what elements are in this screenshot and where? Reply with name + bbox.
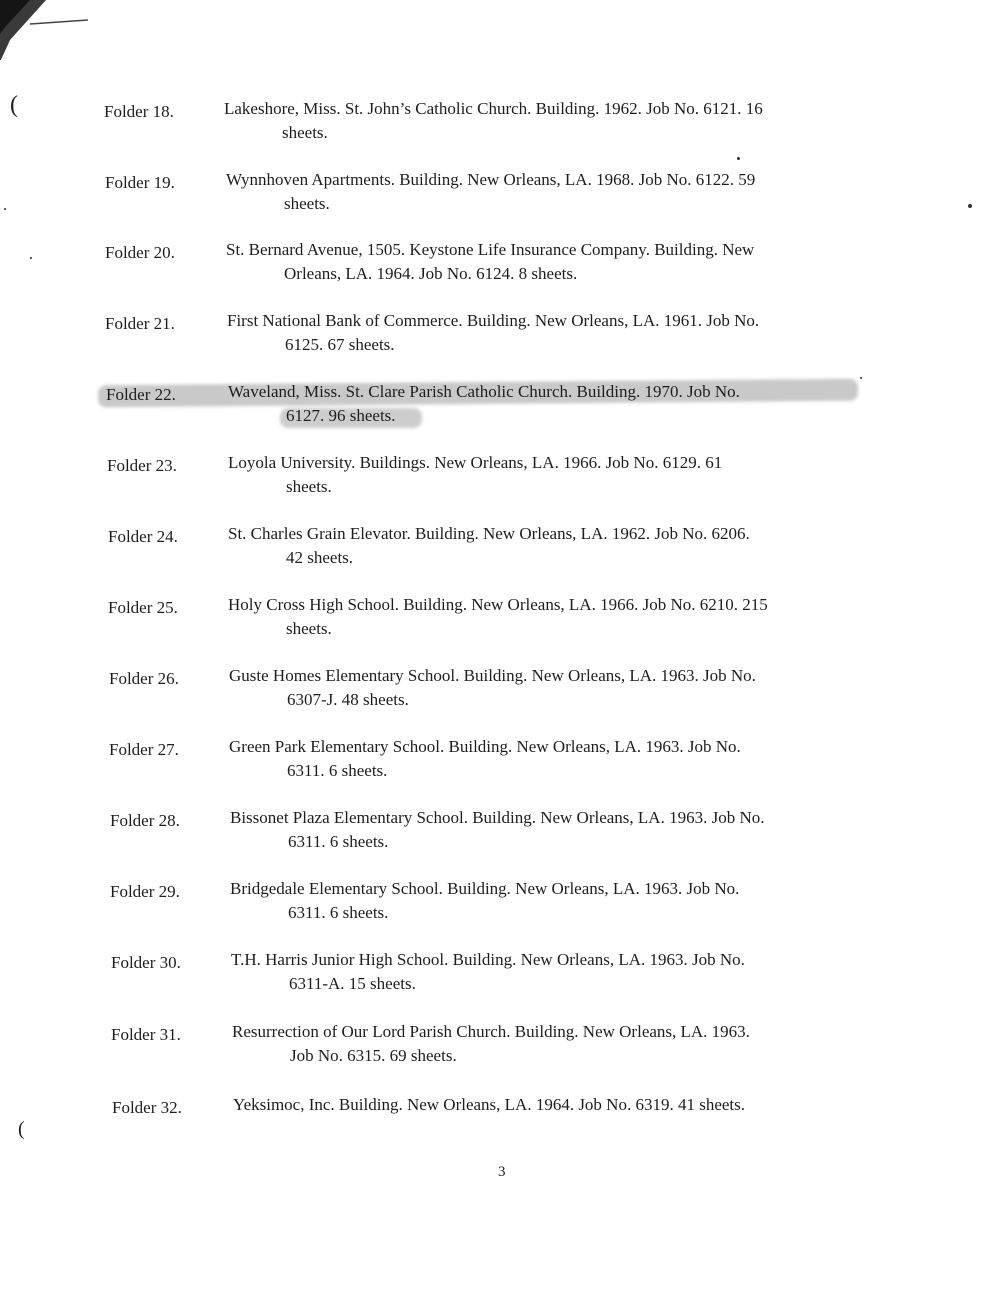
description-line-1: Loyola University. Buildings. New Orleans, LA. 1966. Job No. 6129. 61 <box>228 453 723 472</box>
description-line-2: 6311. 6 sheets. <box>288 832 389 851</box>
description-line-1: T.H. Harris Junior High School. Building. New Orleans, LA. 1963. Job No. <box>231 950 745 969</box>
scan-speck <box>30 257 32 259</box>
folder-label: Folder 19. <box>105 173 175 192</box>
folder-label: Folder 30. <box>111 953 181 972</box>
description-line-1: Resurrection of Our Lord Parish Church. Building. New Orleans, LA. 1963. <box>232 1022 750 1041</box>
description-line-1: Green Park Elementary School. Building. New Orleans, LA. 1963. Job No. <box>229 737 741 756</box>
folder-label: Folder 24. <box>108 527 178 546</box>
folder-description <box>224 97 763 145</box>
description-line-1: St. Bernard Avenue, 1505. Keystone Life Insurance Company. Building. New <box>226 240 755 259</box>
description-line-1: Lakeshore, Miss. St. John’s Catholic Church. Building. 1962. Job No. 6121. 16 <box>224 99 763 118</box>
folder-description <box>233 1093 745 1117</box>
scan-corner-mark <box>0 0 92 60</box>
folder-label: Folder 21. <box>105 314 175 333</box>
description-line-2: 6125. 67 sheets. <box>285 335 395 354</box>
description-line-2: sheets. <box>286 477 332 496</box>
folder-label: Folder 23. <box>107 456 177 475</box>
description-line-2: 42 sheets. <box>286 548 354 567</box>
description-line-1: Bissonet Plaza Elementary School. Building. New Orleans, LA. 1963. Job No. <box>230 808 765 827</box>
folder-label: Folder 26. <box>109 669 179 688</box>
folder-description <box>226 238 754 286</box>
folder-description <box>228 522 750 570</box>
description-line-2: Job No. 6315. 69 sheets. <box>290 1046 457 1065</box>
description-line-1: Holy Cross High School. Building. New Orleans, LA. 1966. Job No. 6210. 215 <box>228 595 768 614</box>
folder-description <box>228 380 740 428</box>
scan-speck <box>4 208 6 210</box>
folder-description <box>228 593 768 641</box>
description-line-2: Orleans, LA. 1964. Job No. 6124. 8 sheets. <box>284 264 578 283</box>
folder-label: Folder 27. <box>109 740 179 759</box>
description-line-1: Bridgedale Elementary School. Building. New Orleans, LA. 1963. Job No. <box>230 879 740 898</box>
page-number: 3 <box>498 1164 506 1180</box>
description-line-1: Yeksimoc, Inc. Building. New Orleans, LA. 1964. Job No. 6319. 41 sheets. <box>233 1095 746 1114</box>
folder-description <box>231 948 745 996</box>
description-line-1: Wynnhoven Apartments. Building. New Orleans, LA. 1968. Job No. 6122. 59 <box>226 170 756 189</box>
folder-description <box>230 877 739 925</box>
description-line-1: First National Bank of Commerce. Building. New Orleans, LA. 1961. Job No. <box>227 311 760 330</box>
folder-label: Folder 25. <box>108 598 178 617</box>
folder-label: Folder 32. <box>112 1098 182 1117</box>
description-line-2: 6311. 6 sheets. <box>288 903 389 922</box>
folder-label: Folder 29. <box>110 882 180 901</box>
description-line-2: 6311-A. 15 sheets. <box>289 974 416 993</box>
scan-speck <box>737 157 740 160</box>
description-line-2: sheets. <box>286 619 332 638</box>
scan-speck <box>968 204 972 208</box>
folder-description <box>227 309 759 357</box>
folder-label: Folder 18. <box>104 102 174 121</box>
folder-description <box>226 168 755 216</box>
margin-mark-bottom: ( <box>18 1118 25 1140</box>
description-line-2: 6127. 96 sheets. <box>286 406 396 425</box>
description-line-1: Waveland, Miss. St. Clare Parish Catholic Church. Building. 1970. Job No. <box>228 382 740 401</box>
folder-description <box>230 806 764 854</box>
description-line-1: Guste Homes Elementary School. Building. New Orleans, LA. 1963. Job No. <box>229 666 756 685</box>
folder-description <box>228 451 722 499</box>
folder-label: Folder 20. <box>105 243 175 262</box>
margin-mark-top: ( <box>10 92 18 118</box>
description-line-2: 6307-J. 48 sheets. <box>287 690 409 709</box>
folder-label: Folder 31. <box>111 1025 181 1044</box>
folder-description <box>229 735 741 783</box>
folder-description <box>232 1020 750 1068</box>
folder-description <box>229 664 756 712</box>
scan-speck <box>860 377 862 379</box>
description-line-2: sheets. <box>284 194 330 213</box>
description-line-2: 6311. 6 sheets. <box>287 761 388 780</box>
folder-label: Folder 22. <box>106 385 176 404</box>
description-line-1: St. Charles Grain Elevator. Building. New Orleans, LA. 1962. Job No. 6206. <box>228 524 750 543</box>
folder-label: Folder 28. <box>110 811 180 830</box>
description-line-2: sheets. <box>282 123 328 142</box>
